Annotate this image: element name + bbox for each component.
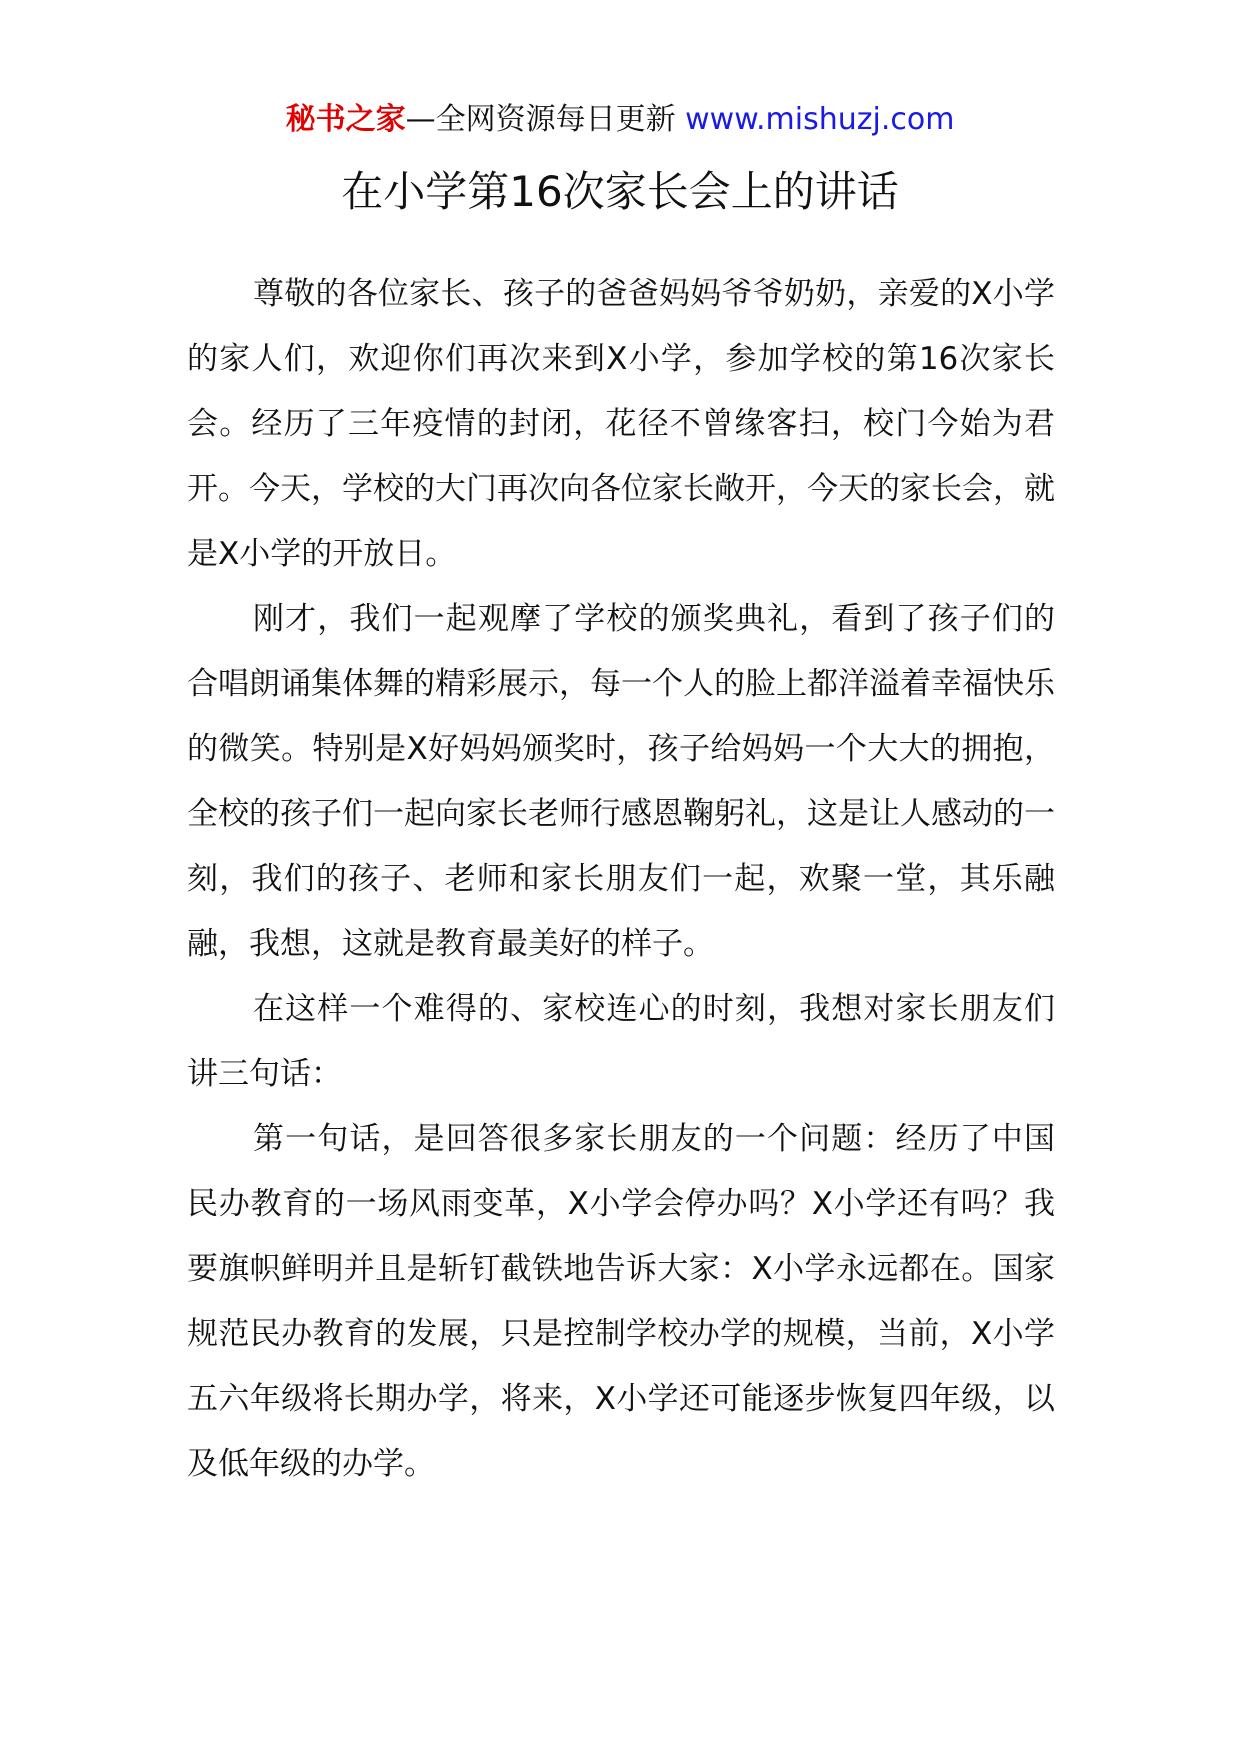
banner-tagline: —全网资源每日更新 [405,102,676,137]
site-url-link[interactable]: www.mishuzj.com [685,102,955,137]
document-title: 在小学第16次家长会上的讲话 [341,167,899,216]
paragraph: 刚才，我们一起观摩了学校的颁奖典礼，看到了孩子们的合唱朗诵集体舞的精彩展示，每一个人的脸上都洋溢着幸福快乐的微笑。特别是X好妈妈颁奖时，孩子给妈妈一个大大的拥抱，全校的孩子们一起向家长老师行感恩鞠躬礼，这是让人感动的一刻，我们的孩子、老师和家长朋友们一起，欢聚一堂，其乐融融，我想，这就是教育最美好的样子。 [187,601,1055,962]
paragraph: 第一句话，是回答很多家长朋友的一个问题：经历了中国民办教育的一场风雨变革，X小学会停办吗？X小学还有吗？我要旗帜鲜明并且是斩钉截铁地告诉大家：X小学永远都在。国家规范民办教育的发展，只是控制学校办学的规模，当前，X小学五六年级将长期办学，将来，X小学还可能逐步恢复四年级，以及低年级的办学。 [187,1121,1055,1482]
paragraph: 尊敬的各位家长、孩子的爸爸妈妈爷爷奶奶，亲爱的X小学的家人们，欢迎你们再次来到X小学，参加学校的第16次家长会。经历了三年疫情的封闭，花径不曾缘客扫，校门今始为君开。今天，学校的大门再次向各位家长敞开，今天的家长会，就是X小学的开放日。 [187,276,1055,572]
paragraph: 在这样一个难得的、家校连心的时刻，我想对家长朋友们讲三句话： [187,991,1055,1092]
site-banner [0,100,1240,140]
brand-name: 秘书之家 [285,102,406,137]
document-body [187,262,1055,1497]
